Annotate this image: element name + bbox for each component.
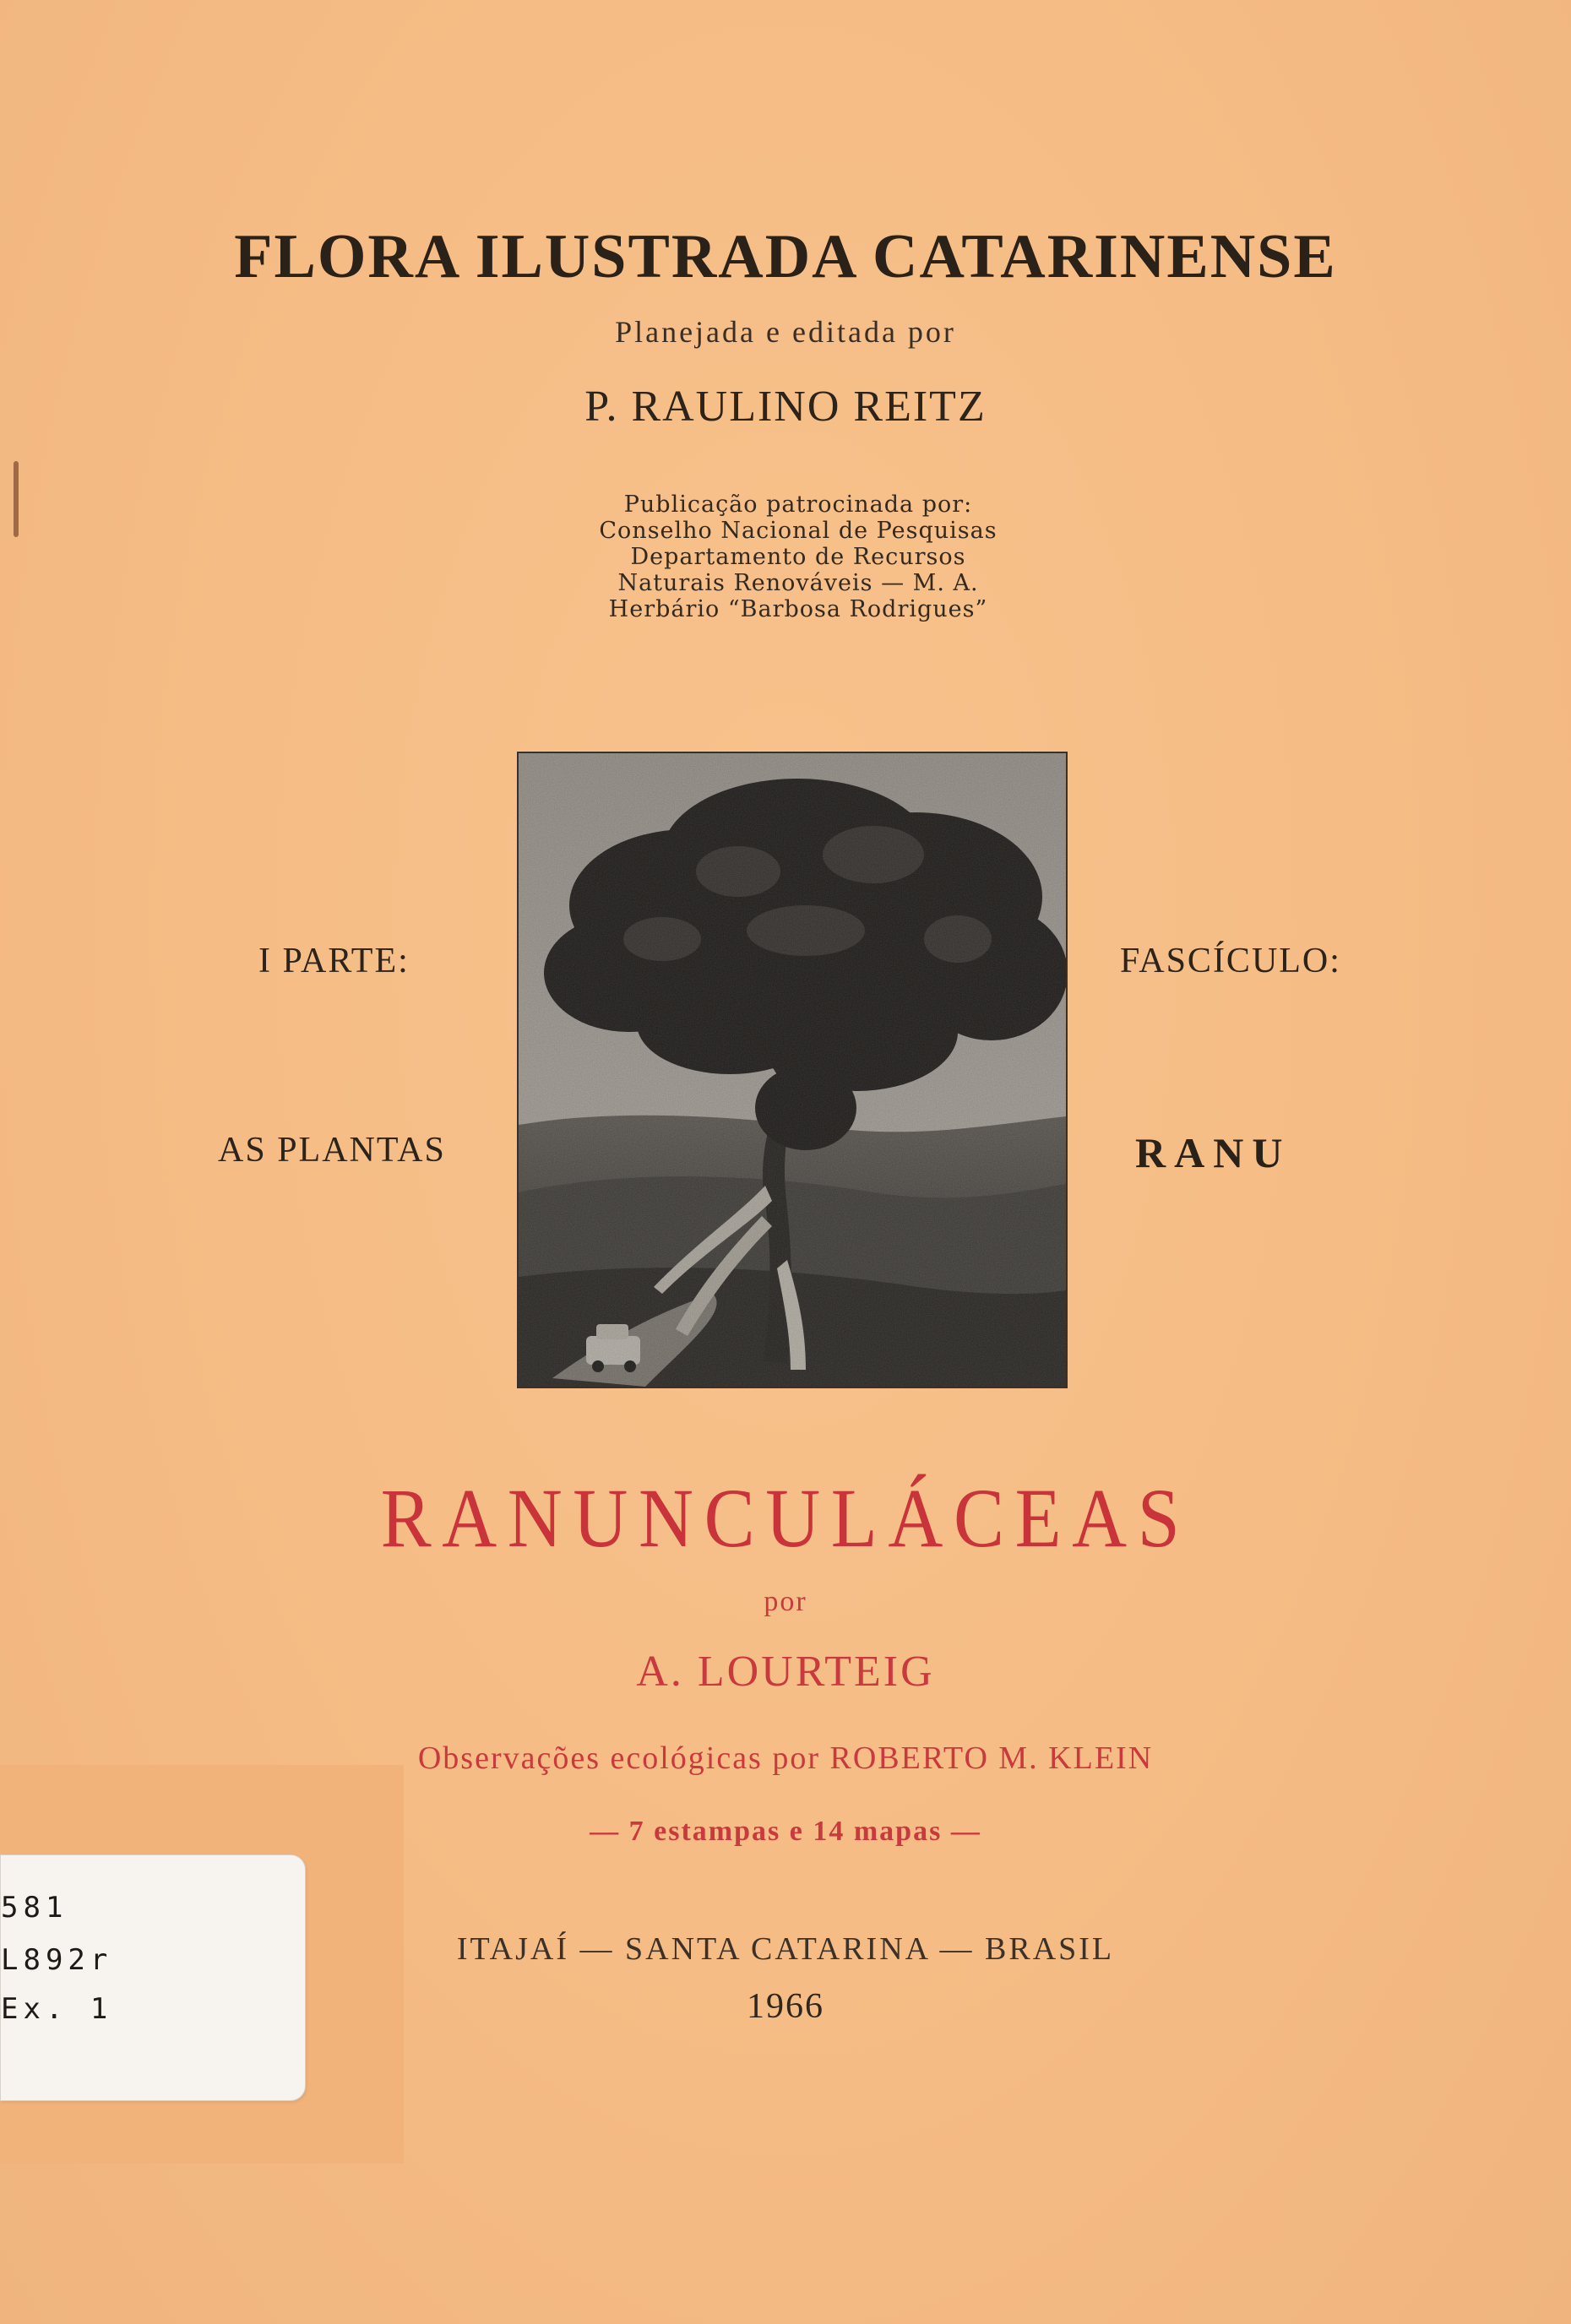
editor-credit-line: Planejada e editada por bbox=[615, 315, 956, 349]
series-title: FLORA ILUSTRADA CATARINENSE bbox=[234, 222, 1337, 291]
part-label: I PARTE: bbox=[258, 942, 410, 980]
part-value: AS PLANTAS bbox=[218, 1131, 446, 1170]
tree-photo-icon bbox=[519, 753, 1066, 1387]
call-number-line: L892r bbox=[1, 1943, 113, 1977]
ecological-observations: Observações ecológicas por ROBERTO M. KLEIN bbox=[417, 1740, 1154, 1776]
author-name: A. LOURTEIG bbox=[636, 1648, 935, 1696]
sponsor-line: Herbário “Barbosa Rodrigues” bbox=[608, 596, 988, 622]
sponsor-line: Conselho Nacional de Pesquisas bbox=[599, 518, 998, 544]
tree-photograph bbox=[517, 752, 1068, 1388]
family-title: RANUNCULÁCEAS bbox=[380, 1471, 1191, 1565]
editor-name: P. RAULINO REITZ bbox=[584, 383, 987, 431]
call-number-line: 581 bbox=[1, 1891, 68, 1925]
author-by-label: por bbox=[764, 1586, 807, 1617]
sponsor-heading: Publicação patrocinada por: bbox=[623, 491, 973, 518]
sponsor-line: Departamento de Recursos bbox=[630, 544, 966, 570]
call-number-line: Ex. 1 bbox=[1, 1992, 113, 2026]
fascicle-label: FASCÍCULO: bbox=[1120, 942, 1341, 980]
fascicle-code: RANU bbox=[1135, 1129, 1291, 1176]
plates-and-maps: — 7 estampas e 14 mapas — bbox=[590, 1816, 981, 1847]
call-number-label bbox=[0, 1854, 306, 2101]
sponsor-line: Naturais Renováveis — M. A. bbox=[617, 570, 979, 596]
imprint-place: ITAJAÍ — SANTA CATARINA — BRASIL bbox=[456, 1931, 1115, 1967]
imprint-year: 1966 bbox=[747, 1987, 824, 2026]
sponsor-block bbox=[0, 491, 1571, 622]
